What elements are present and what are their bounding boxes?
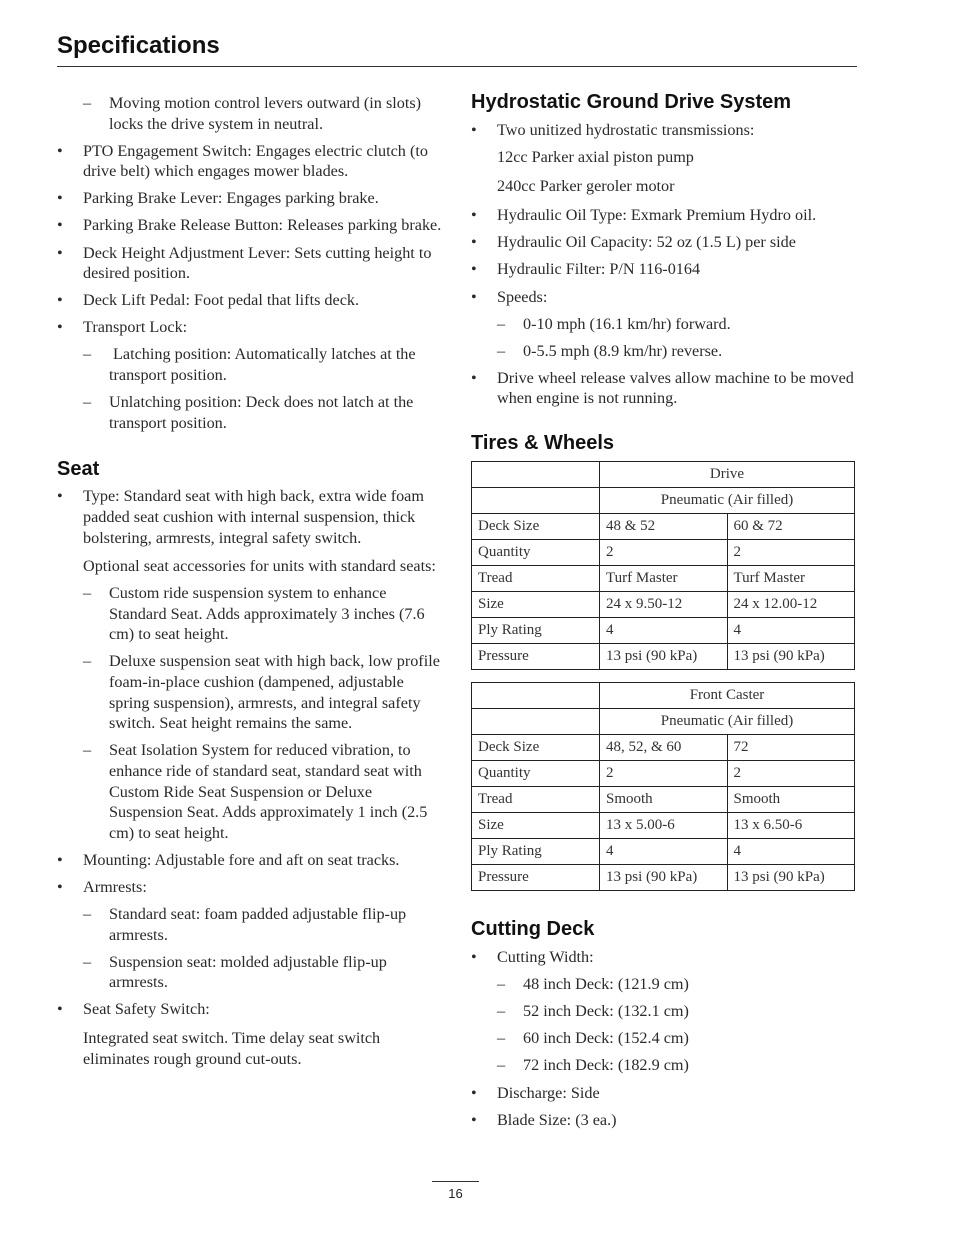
- safety-switch-item: • Seat Safety Switch:: [57, 1000, 210, 1019]
- table-cell: Deck Size: [472, 735, 600, 761]
- table-cell: 60 & 72: [727, 514, 855, 540]
- list-item: • Deck Lift Pedal: Foot pedal that lifts deck.: [57, 291, 360, 310]
- table-row: [472, 592, 855, 618]
- table-cell: 13 x 5.00-6: [600, 813, 728, 839]
- table-cell: 4: [600, 618, 728, 644]
- list-item: • Cutting Width:: [471, 948, 594, 967]
- table-row: [472, 787, 855, 813]
- list-item: • Hydraulic Oil Type: Exmark Premium Hydro oil.: [471, 206, 817, 225]
- table-cell: 13 x 6.50-6: [727, 813, 855, 839]
- table-row: [472, 683, 855, 709]
- table-row: [472, 540, 855, 566]
- table-cell: 24 x 12.00-12: [727, 592, 855, 618]
- table-cell: 13 psi (90 kPa): [600, 865, 728, 891]
- right-column: [471, 90, 856, 1137]
- list-item: • Deck Height Adjustment Lever: Sets cutting height to desired position.: [57, 243, 432, 283]
- list-item: – Latching position: Automatically latches at the transport position.: [83, 345, 420, 385]
- left-column: [57, 93, 447, 1076]
- table-cell: 48 & 52: [600, 514, 728, 540]
- list-item: – 72 inch Deck: (182.9 cm): [497, 1056, 689, 1075]
- table-cell: 48, 52, & 60: [600, 735, 728, 761]
- table-row: [472, 644, 855, 670]
- list-item: – 0-10 mph (16.1 km/hr) forward.: [497, 314, 731, 333]
- table-row: [472, 514, 855, 540]
- table-title-cell: Front Caster: [600, 683, 855, 709]
- table-cell: Deck Size: [472, 514, 600, 540]
- list-item: • Parking Brake Lever: Engages parking brake.: [57, 189, 379, 208]
- table-cell: [472, 488, 600, 514]
- list-item: – 48 inch Deck: (121.9 cm): [497, 975, 689, 994]
- table-row: [472, 865, 855, 891]
- seat-type-item: • Type: Standard seat with high back, extra wide foam padded seat cushion with internal suspension, thick bolstering, armrests, integral safety switch.: [57, 487, 424, 547]
- list-item: – Custom ride suspension system to enhance Standard Seat. Adds approximately 3 inches (7.6 cm) to seat height.: [83, 584, 425, 644]
- page-number: 16: [448, 1186, 463, 1201]
- table-cell: Smooth: [727, 787, 855, 813]
- table-row: [472, 462, 855, 488]
- list-item: – 52 inch Deck: (132.1 cm): [497, 1002, 689, 1021]
- list-item: – Seat Isolation System for reduced vibration, to enhance ride of standard seat, standard seat with Custom Ride Seat Suspension or Deluxe Suspension Seat. Adds approximately 1 inch (2.5 cm) to seat height.: [83, 741, 428, 842]
- list-item: • Discharge: Side: [471, 1083, 600, 1102]
- table-subtitle-cell: Pneumatic (Air filled): [600, 488, 855, 514]
- table-cell: Ply Rating: [472, 839, 600, 865]
- table-cell: 4: [727, 839, 855, 865]
- page-title: Specifications: [57, 32, 220, 59]
- table-cell: 24 x 9.50-12: [600, 592, 728, 618]
- table-row: [472, 566, 855, 592]
- table-row: [472, 735, 855, 761]
- table-cell: Size: [472, 592, 600, 618]
- page-header: [57, 30, 857, 67]
- table-cell: 4: [727, 618, 855, 644]
- cutting-deck-heading: Cutting Deck: [471, 918, 595, 941]
- table-row: [472, 839, 855, 865]
- list-item: – 0-5.5 mph (8.9 km/hr) reverse.: [497, 341, 723, 360]
- table-cell: 72: [727, 735, 855, 761]
- armrests-item: • Armrests:: [57, 877, 147, 896]
- list-item: • Two unitized hydrostatic transmissions:: [471, 121, 755, 139]
- table-row: [472, 761, 855, 787]
- table-cell: Ply Rating: [472, 618, 600, 644]
- drive-tire-table: [471, 461, 855, 670]
- table-row: [472, 813, 855, 839]
- table-cell: 13 psi (90 kPa): [600, 644, 728, 670]
- table-row: [472, 488, 855, 514]
- table-cell: Pressure: [472, 865, 600, 891]
- pump-text: 12cc Parker axial piston pump: [497, 148, 694, 167]
- optional-accessories-text: Optional seat accessories for units with standard seats:: [83, 557, 436, 576]
- list-item: • Blade Size: (3 ea.): [471, 1110, 617, 1129]
- table-cell: Size: [472, 813, 600, 839]
- table-row: [472, 618, 855, 644]
- tires-heading: Tires & Wheels: [471, 432, 615, 455]
- intro-list: [57, 93, 447, 433]
- table-cell: Smooth: [600, 787, 728, 813]
- list-item: • Hydraulic Filter: P/N 116-0164: [471, 260, 701, 279]
- list-item: • Speeds:: [471, 287, 548, 306]
- list-item: – Suspension seat: molded adjustable flip-up armrests.: [83, 952, 387, 992]
- list-item: – 60 inch Deck: (152.4 cm): [497, 1029, 689, 1048]
- table-cell: 2: [727, 540, 855, 566]
- table-title-cell: Drive: [600, 462, 855, 488]
- table-cell: Turf Master: [727, 566, 855, 592]
- table-cell: 2: [600, 761, 728, 787]
- table-cell: [472, 462, 600, 488]
- list-item: – Deluxe suspension seat with high back, low profile foam-in-place cushion (dampened, adjustable spring suspension), armrests, and integral safety switch. Seat height remains the same.: [83, 652, 440, 733]
- table-cell: Tread: [472, 787, 600, 813]
- front-caster-table: [471, 682, 855, 891]
- table-cell: Tread: [472, 566, 600, 592]
- table-cell: 4: [600, 839, 728, 865]
- list-item: • Transport Lock:: [57, 318, 188, 337]
- table-cell: Pressure: [472, 644, 600, 670]
- seat-heading: Seat: [57, 458, 100, 481]
- list-item: – Unlatching position: Deck does not latch at the transport position.: [83, 393, 414, 432]
- table-cell: 13 psi (90 kPa): [727, 865, 855, 891]
- table-cell: [472, 683, 600, 709]
- table-cell: Quantity: [472, 761, 600, 787]
- table-row: [472, 709, 855, 735]
- table-cell: Turf Master: [600, 566, 728, 592]
- motor-text: 240cc Parker geroler motor: [497, 177, 675, 196]
- table-cell: 13 psi (90 kPa): [727, 644, 855, 670]
- mounting-item: • Mounting: Adjustable fore and aft on seat tracks.: [57, 850, 400, 869]
- table-subtitle-cell: Pneumatic (Air filled): [600, 709, 855, 735]
- list-item: • Parking Brake Release Button: Releases parking brake.: [57, 216, 442, 235]
- list-item: – Moving motion control levers outward (in slots) locks the drive system in neutral.: [83, 94, 422, 133]
- table-cell: 2: [727, 761, 855, 787]
- list-item: • Hydraulic Oil Capacity: 52 oz (1.5 L) per side: [471, 233, 796, 252]
- table-cell: [472, 709, 600, 735]
- list-item: • Drive wheel release valves allow machine to be moved when engine is not running.: [471, 368, 854, 408]
- footer-divider: [432, 1181, 479, 1182]
- table-cell: 2: [600, 540, 728, 566]
- safety-switch-text: Integrated seat switch. Time delay seat switch eliminates rough ground cut-outs.: [83, 1028, 381, 1068]
- list-item: • PTO Engagement Switch: Engages electric clutch (to drive belt) which engages mower blades.: [57, 141, 428, 181]
- hydro-heading: Hydrostatic Ground Drive System: [471, 91, 792, 113]
- table-cell: Quantity: [472, 540, 600, 566]
- list-item: – Standard seat: foam padded adjustable flip-up armrests.: [83, 905, 407, 944]
